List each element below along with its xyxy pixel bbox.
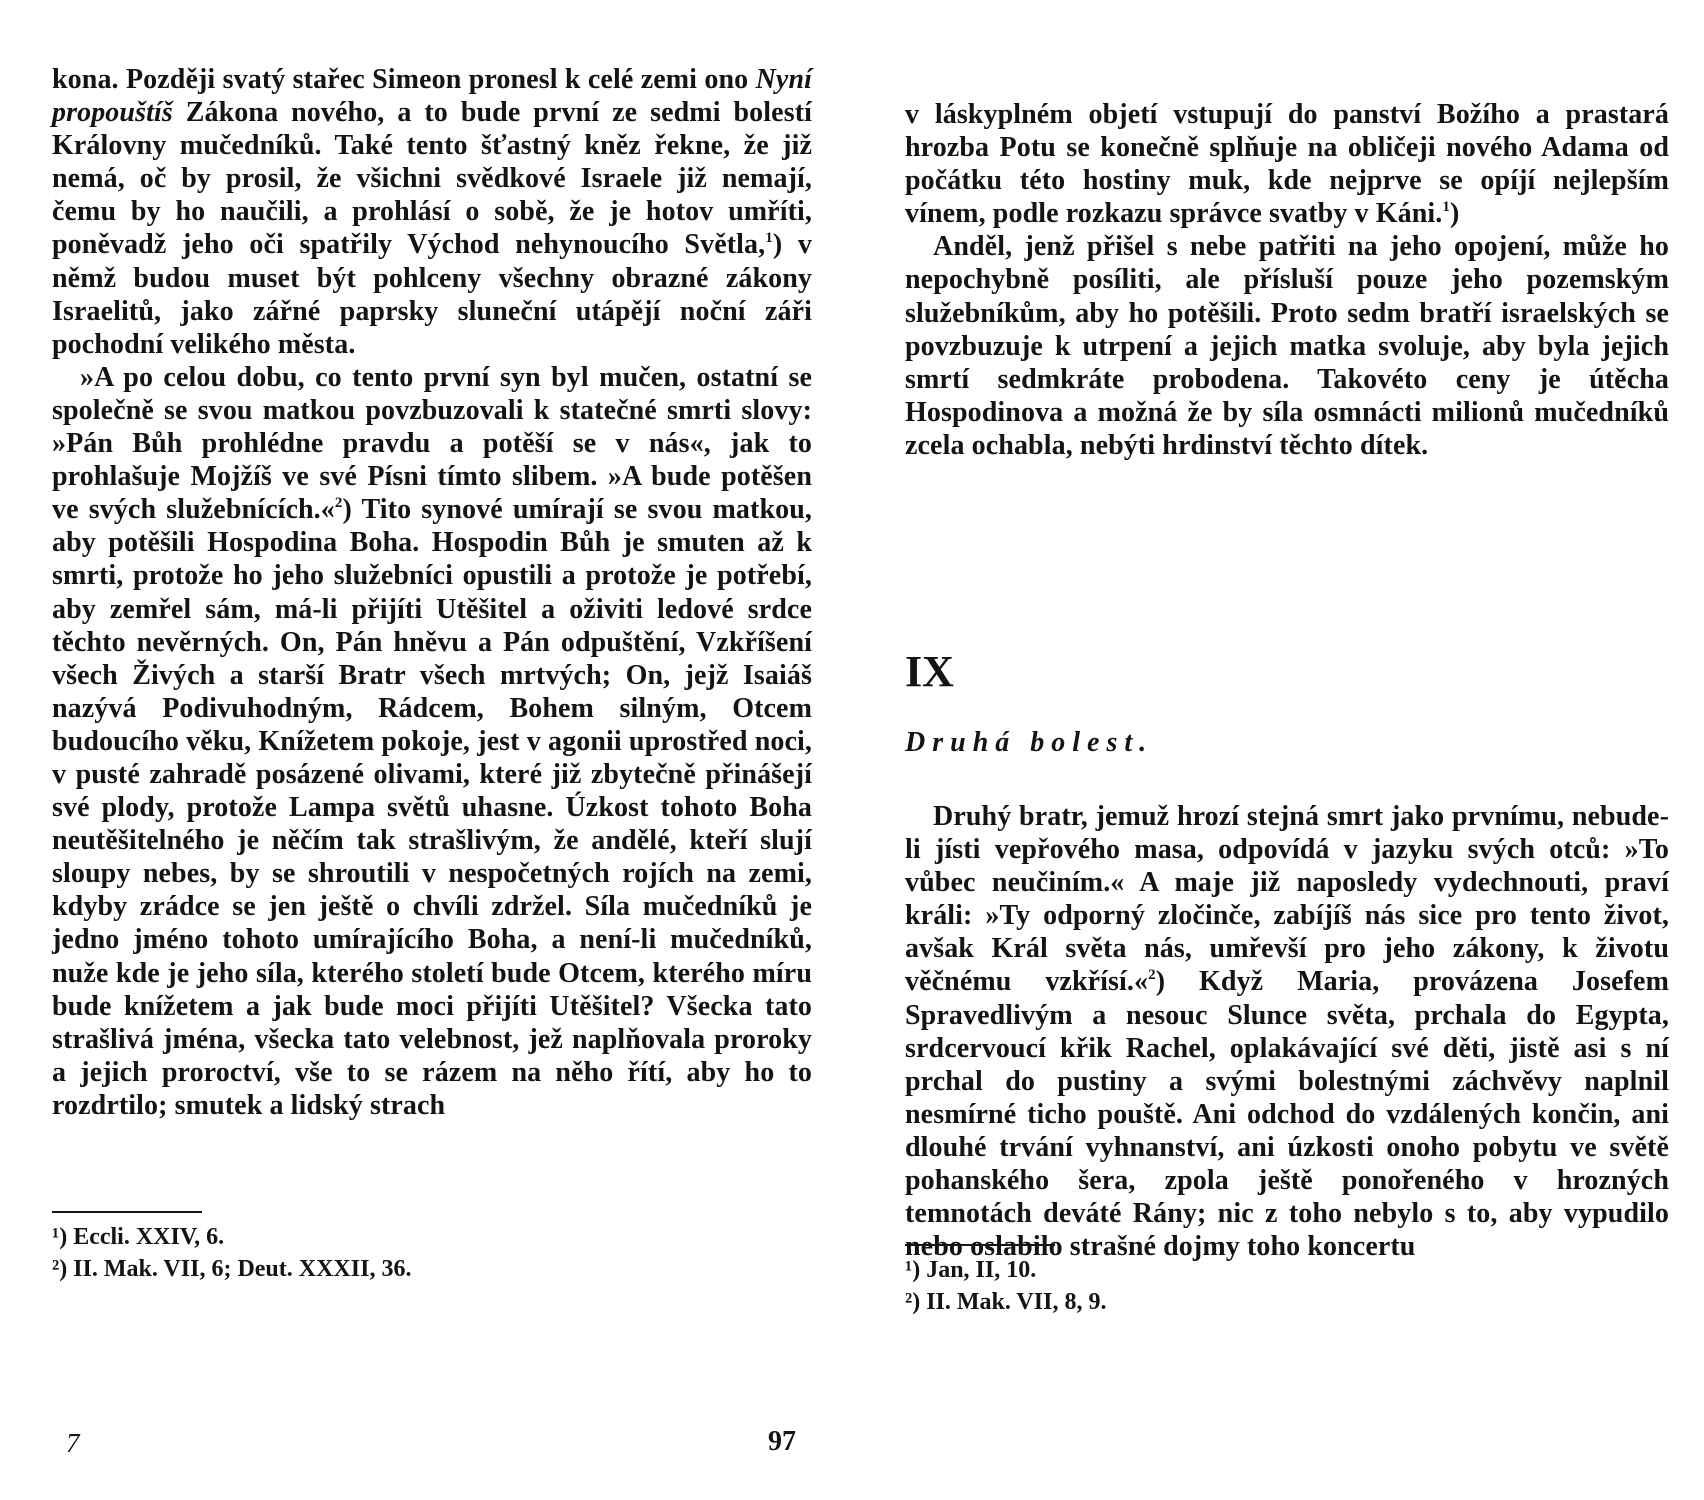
footnote: ²) II. Mak. VII, 8, 9.	[905, 1289, 1107, 1315]
left-page	[52, 0, 812, 1500]
footnote: ¹) Eccli. XXIV, 6.	[52, 1224, 225, 1250]
left-body-text	[52, 63, 812, 1122]
footnote: ²) II. Mak. VII, 6; Deut. XXXII, 36.	[52, 1256, 412, 1282]
paragraph	[905, 98, 1669, 230]
footnote-rule	[52, 1211, 202, 1213]
left-footnotes	[52, 1221, 411, 1285]
text-run: kona. Později svatý stařec Simeon pronesl k celé zemi ono	[52, 64, 756, 95]
footnote-rule	[905, 1244, 1055, 1246]
right-body-text-top	[905, 98, 1669, 462]
footnote-marker: 1	[765, 230, 773, 247]
footnote-marker: 1	[1442, 199, 1450, 216]
paragraph	[905, 800, 1669, 1263]
text-run: ) Tito synové umírají se svou matkou, aby potěšili Hospodina Boha. Hospodin Bůh je smuten až k smrti, protože ho jeho služebníci opustili a protože je potřebí, aby zemřel sám, má-li přijíti Utěšitel a oživiti ledové srdce těchto nevěrných. On, Pán hněvu a Pán odpuštění, Vzkříšení všech Živých a starší Bratr všech mrtvých; On, jejž Isaiáš nazývá Podivuhodným, Rádcem, Bohem silným, Otcem budoucího věku, Knížetem pokoje, jest v agonii uprostřed noci, v pusté zahradě posázené olivami, které již zbytečně přinášejí své plody, protože Lampa světů uhasne. Úzkost tohoto Boha neutěšitelného je něčím tak strašlivým, že andělé, kteří slují sloupy nebes, by se shroutili v nespočetných rojích na zemi, kdyby zrádce se jen ještě o chvíli zdržel. Síla mučedníků je jedno jméno tohoto umírajícího Boha, a není-li mučedníků, nuže kde je jeho síla, kterého století bude Otcem, kterého míru bude knížetem a jak bude moci přijíti Utěšitel? Všecka tato strašlivá jména, všecka tato velebnost, jež naplňovala proroky a jejich proroctví, vše to se rázem na něho řítí, aby ho to rozdrtilo; smutek a lidský strach	[52, 494, 813, 1121]
footnote-marker: 2	[334, 495, 343, 512]
text-run: v láskyplném objetí vstupují do panství Božího a prastará hrozba Potu se konečně splňuje na obličeji nového Adama od počátku této hostiny muk, kde nejprve se opíjí nejlepším vínem, podle rozkazu správce svatby v Káni.	[905, 99, 1669, 230]
page-number: 97	[768, 1426, 796, 1457]
text-run: ) v němž budou muset být pohlceny všechny obrazné zákony Israelitů, jako zářné paprsky sluneční utápějí noční záři pochodní velikého města.	[52, 229, 812, 360]
chapter-title: Druhá bolest.	[905, 727, 1154, 758]
paragraph	[52, 63, 812, 361]
right-footnotes	[905, 1254, 1106, 1318]
text-run: »A po celou dobu, co tento první syn byl mučen, ostatní se společně se svou matkou povzbuzovali k statečné smrti slovy: »Pán Bůh prohlédne pravdu a potěší se v nás«, jak to prohlašuje Mojžíš ve své Písni tímto slibem. »A bude potěšen ve svých služebnících.«	[52, 361, 812, 526]
italic-text: Nyní propouštíš	[52, 64, 812, 129]
chapter-number: IX	[905, 647, 954, 696]
right-page	[905, 0, 1669, 1500]
paragraph	[905, 230, 1669, 462]
text-run: Zákona nového, a to bude první ze sedmi bolestí Královny mučedníků. Také tento šťastný kněz řekne, že již nemá, oč by prosil, že všichni svědkové Israele již nemají, čemu by ho naučili, a prohlásí o sobě, že je hotov umříti, poněvadž jeho oči spatřily Východ nehynoucího Světla,	[52, 97, 812, 261]
signature-mark: 7	[66, 1428, 80, 1458]
footnote-marker: 2	[1148, 967, 1156, 984]
text-run: Druhý bratr, jemuž hrozí stejná smrt jako prvnímu, nebude-li jísti vepřového masa, odpovídá v jazyku svých otců: »To vůbec neučiním.« A maje již naposledy vydechnouti, praví králi: »Ty odporný zločinče, zabíjíš nás sice pro tento život, avšak Král světa nás, umřevší pro jeho zákony, k životu věčnému vzkřísí.«	[905, 801, 1669, 998]
footnote: ¹) Jan, II, 10.	[905, 1257, 1037, 1283]
text-run: Anděl, jenž přišel s nebe patřiti na jeho opojení, může ho nepochybně posíliti, ale přísluší pouze jeho pozemským služebníkům, aby ho potěšili. Proto sedm bratří israelských se povzbuzuje k utrpení a jejich matka svoluje, aby byla jejich smrtí sedmkráte probodena. Takovéto ceny je útěcha Hospodinova a možná že by síla osmnácti milionů mučedníků zcela ochabla, nebýti hrdinství těchto dítek.	[905, 231, 1669, 461]
paragraph	[52, 361, 812, 1122]
right-body-text-bottom	[905, 800, 1669, 1263]
text-run: ) Když Maria, provázena Josefem Spravedlivým a nesouc Slunce světa, prchala do Egypta, srdcervoucí křik Rachel, oplakávající své děti, jistě asi s ní prchal do pustiny a svými bolestnými záchvěvy naplnil nesmírné ticho pouště. Ani odchod do vzdálených končin, ani dlouhé trvání vyhnanství, ani úzkosti onoho pobytu ve světě pohanského šera, zpola ještě ponořeného v hrozných temnotách deváté Rány; nic z toho nebylo s to, aby vypudilo nebo oslabilo strašné dojmy toho koncertu	[905, 966, 1669, 1263]
text-run: )	[1449, 198, 1460, 230]
